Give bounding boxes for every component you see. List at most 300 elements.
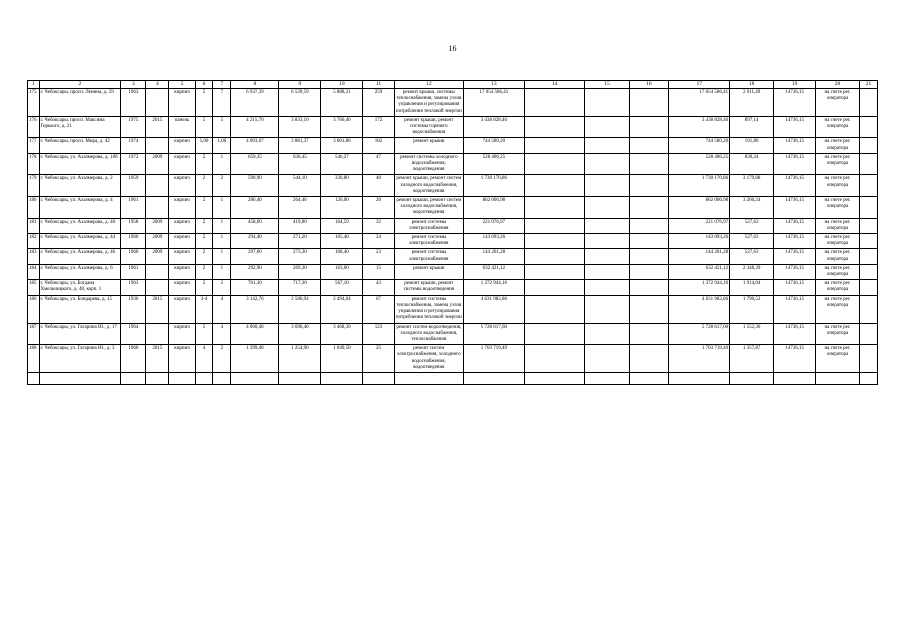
wall-material-cell: кирпич	[169, 89, 195, 117]
total-area-cell: 590,90	[231, 175, 279, 197]
blank-cell	[730, 372, 774, 384]
blank-cell	[169, 372, 195, 384]
owners-funds-cell: 3 438 828,46	[669, 116, 730, 138]
total-area-cell: 6 937,39	[231, 89, 279, 117]
col14-cell	[524, 323, 585, 345]
unit-cost-cell: 830,24	[730, 153, 774, 175]
year-built-cell: 1961	[121, 197, 146, 219]
blank-cell	[669, 372, 730, 384]
address-cell: г. Чебоксары, ул. Ахазмерова, д. 2	[39, 175, 121, 197]
owners-funds-cell: 1 372 944,16	[669, 280, 730, 295]
row-number-cell: 187	[28, 323, 40, 345]
col21-cell	[860, 218, 878, 233]
owners-funds-cell: 5 728 617,60	[669, 323, 730, 345]
entrances-cell: 4	[213, 295, 231, 323]
address-cell: г. Чебоксары, ул. Ахазмерова, д. 10б	[39, 153, 121, 175]
column-number-cell: 8	[231, 81, 279, 89]
col21-cell	[860, 116, 878, 138]
entrances-cell: 2	[213, 345, 231, 373]
col15-cell	[585, 175, 629, 197]
page-number: 16	[448, 44, 457, 53]
column-number-cell: 21	[860, 81, 878, 89]
column-number-cell: 6	[195, 81, 213, 89]
works-cell: ремонт крыши, ремонт систем холодного водоснабжения, водоотведения	[394, 175, 463, 197]
table-row	[28, 153, 878, 175]
wall-material-cell: кирпич	[169, 138, 195, 153]
column-number-cell: 16	[629, 81, 669, 89]
column-number-cell: 18	[730, 81, 774, 89]
entrances-cell: 1	[213, 249, 231, 264]
residents-cell: 24	[363, 234, 394, 249]
column-number-cell: 17	[669, 81, 730, 89]
column-number-cell: 11	[363, 81, 394, 89]
works-cell: ремонт системы теплоснабжения, замена узлов управления и регулирования потребления тепловой энергии	[394, 295, 463, 323]
col14-cell	[524, 116, 585, 138]
owners-funds-cell: 1 730 170,86	[669, 175, 730, 197]
year-built-cell: 1963	[121, 280, 146, 295]
col14-cell	[524, 138, 585, 153]
wall-material-cell: панель	[169, 116, 195, 138]
living-area-cell: 636,45	[279, 153, 321, 175]
col16-cell	[629, 218, 669, 233]
residents-cell: 23	[363, 249, 394, 264]
column-number-cell: 14	[524, 81, 585, 89]
floors-cell: 2	[195, 153, 213, 175]
column-number-cell: 20	[816, 81, 860, 89]
blank-cell	[213, 372, 231, 384]
floors-cell: 4	[195, 345, 213, 373]
total-cost-cell: 632 421,12	[463, 264, 524, 279]
total-cost-cell: 1 372 944,16	[463, 280, 524, 295]
row-number-cell: 179	[28, 175, 40, 197]
col14-cell	[524, 280, 585, 295]
year-reconstruction-cell: 2015	[146, 345, 169, 373]
col16-cell	[629, 153, 669, 175]
row-number-cell: 178	[28, 153, 40, 175]
col16-cell	[629, 295, 669, 323]
total-area-cell: 761,30	[231, 280, 279, 295]
limit-cost-cell: 14736,15	[774, 345, 816, 373]
year-reconstruction-cell: 2015	[146, 295, 169, 323]
works-cell: ремонт крыши, ремонт системы водоотведения	[394, 280, 463, 295]
entrances-cell: 5	[213, 116, 231, 138]
entrances-cell: 1	[213, 264, 231, 279]
works-cell: ремонт крыши	[394, 138, 463, 153]
works-cell: ремонт системы холодного водоснабжения, водоотведения	[394, 153, 463, 175]
limit-cost-cell: 14736,15	[774, 280, 816, 295]
year-reconstruction-cell	[146, 175, 169, 197]
blank-row	[28, 372, 878, 384]
owners-funds-cell: 143 093,26	[669, 234, 730, 249]
year-reconstruction-cell	[146, 138, 169, 153]
col14-cell	[524, 264, 585, 279]
col15-cell	[585, 323, 629, 345]
blank-cell	[394, 372, 463, 384]
residential-area-cell: 2 494,64	[321, 295, 363, 323]
limit-cost-cell: 14736,15	[774, 218, 816, 233]
works-cell: ремонт систем электроснабжения, холодного водоснабжения, водоотведения	[394, 345, 463, 373]
entrances-cell: 4	[213, 323, 231, 345]
wall-material-cell: кирпич	[169, 197, 195, 219]
blank-cell	[146, 372, 169, 384]
unit-cost-cell: 3 179,88	[730, 175, 774, 197]
table-row	[28, 264, 878, 279]
col21-cell	[860, 345, 878, 373]
living-area-cell: 1 254,90	[279, 345, 321, 373]
residential-area-cell: 3 766,40	[321, 116, 363, 138]
entrances-cell: 1	[213, 218, 231, 233]
fund-method-cell: на счете рег. оператора	[816, 249, 860, 264]
year-built-cell: 1975	[121, 116, 146, 138]
living-area-cell: 2 586,94	[279, 295, 321, 323]
residents-cell: 32	[363, 218, 394, 233]
owners-funds-cell: 632 421,12	[669, 264, 730, 279]
total-area-cell: 292,90	[231, 264, 279, 279]
unit-cost-cell: 2 348,39	[730, 264, 774, 279]
total-cost-cell: 1 730 170,86	[463, 175, 524, 197]
address-cell: г. Чебоксары, ул. Гагарина Ю., д. 3	[39, 345, 121, 373]
blank-cell	[816, 372, 860, 384]
column-number-cell: 3	[121, 81, 146, 89]
fund-method-cell: на счете рег. оператора	[816, 323, 860, 345]
total-area-cell: 4 060,40	[231, 323, 279, 345]
col15-cell	[585, 116, 629, 138]
fund-method-cell: на счете рег. оператора	[816, 138, 860, 153]
col21-cell	[860, 234, 878, 249]
year-reconstruction-cell	[146, 264, 169, 279]
column-number-cell: 13	[463, 81, 524, 89]
row-number-cell: 181	[28, 218, 40, 233]
address-cell: г. Чебоксары, просп. Ленина, д. 59	[39, 89, 121, 117]
row-number-cell: 182	[28, 234, 40, 249]
living-area-cell: 717,30	[279, 280, 321, 295]
col14-cell	[524, 345, 585, 373]
works-cell: ремонт системы электроснабжения	[394, 234, 463, 249]
column-number-cell: 1	[28, 81, 40, 89]
residential-area-cell: 567,10	[321, 280, 363, 295]
address-cell: г. Чебоксары, просп. Максима Горького, д. 21	[39, 116, 121, 138]
total-cost-cell: 862 006,98	[463, 197, 524, 219]
table-row	[28, 197, 878, 219]
floors-cell: 2	[195, 249, 213, 264]
floors-cell: 2	[195, 234, 213, 249]
col15-cell	[585, 89, 629, 117]
year-built-cell: 1958	[121, 218, 146, 233]
total-area-cell: 659,35	[231, 153, 279, 175]
address-cell: г. Чебоксары, ул. Бондарева, д. 15	[39, 295, 121, 323]
works-cell: ремонт систем водоотведения, холодного водоснабжения, теплоснабжения	[394, 323, 463, 345]
col14-cell	[524, 89, 585, 117]
col15-cell	[585, 345, 629, 373]
floors-cell: 2	[195, 175, 213, 197]
residential-area-cell: 164,59	[321, 218, 363, 233]
year-built-cell: 1936	[121, 295, 146, 323]
table-row	[28, 175, 878, 197]
year-built-cell: 1964	[121, 323, 146, 345]
total-area-cell: 1 399,40	[231, 345, 279, 373]
col14-cell	[524, 249, 585, 264]
floors-cell: 5	[195, 323, 213, 345]
residents-cell: 40	[363, 175, 394, 197]
col15-cell	[585, 295, 629, 323]
year-reconstruction-cell	[146, 89, 169, 117]
table-row	[28, 116, 878, 138]
address-cell: г. Чебоксары, ул. Ахазмерова, д. 44	[39, 234, 121, 249]
floors-cell: 2	[195, 280, 213, 295]
works-cell: ремонт крыши, ремонт системы горячего водоснабжения	[394, 116, 463, 138]
table-row	[28, 234, 878, 249]
unit-cost-cell: 1 914,04	[730, 280, 774, 295]
blank-cell	[231, 372, 279, 384]
year-reconstruction-cell: 2009	[146, 234, 169, 249]
residential-area-cell: 1 049,50	[321, 345, 363, 373]
year-built-cell: 1960	[121, 234, 146, 249]
year-built-cell: 1972	[121, 153, 146, 175]
residents-cell: 43	[363, 280, 394, 295]
column-number-row	[28, 81, 878, 89]
living-area-cell: 264,46	[279, 197, 321, 219]
blank-cell	[279, 372, 321, 384]
blank-cell	[363, 372, 394, 384]
col16-cell	[629, 280, 669, 295]
works-cell: ремонт крыши, системы теплоснабжения, замена узлов управления и регулирования потребления тепловой энергии	[394, 89, 463, 117]
col15-cell	[585, 280, 629, 295]
address-cell: г. Чебоксары, ул. Ахазмерова, д. 46	[39, 249, 121, 264]
col16-cell	[629, 345, 669, 373]
fund-method-cell: на счете рег. оператора	[816, 280, 860, 295]
row-number-cell: 177	[28, 138, 40, 153]
year-reconstruction-cell	[146, 280, 169, 295]
fund-method-cell: на счете рег. оператора	[816, 218, 860, 233]
limit-cost-cell: 14736,15	[774, 153, 816, 175]
table-row	[28, 138, 878, 153]
works-cell: ремонт крыши, ремонт систем холодного водоснабжения, водоотведения	[394, 197, 463, 219]
total-cost-cell: 144 201,28	[463, 249, 524, 264]
total-cost-cell: 528 406,25	[463, 153, 524, 175]
address-cell: г. Чебоксары, ул. Богдана Хмельницкого, д. 48, корп. 1	[39, 280, 121, 295]
col14-cell	[524, 295, 585, 323]
year-reconstruction-cell	[146, 197, 169, 219]
owners-funds-cell: 744 580,20	[669, 138, 730, 153]
residential-area-cell: 126,00	[321, 197, 363, 219]
year-built-cell: 1963	[121, 89, 146, 117]
table-row	[28, 280, 878, 295]
table-row	[28, 323, 878, 345]
col21-cell	[860, 323, 878, 345]
residential-area-cell: 163,00	[321, 264, 363, 279]
limit-cost-cell: 14736,15	[774, 175, 816, 197]
wall-material-cell: кирпич	[169, 295, 195, 323]
column-number-cell: 10	[321, 81, 363, 89]
living-area-cell: 3 881,37	[279, 138, 321, 153]
address-cell: г. Чебоксары, ул. Гагарина Ю., д. 17	[39, 323, 121, 345]
fund-method-cell: на счете рег. оператора	[816, 153, 860, 175]
total-area-cell: 4 093,67	[231, 138, 279, 153]
unit-cost-cell: 191,80	[730, 138, 774, 153]
address-cell: г. Чебоксары, ул. Ахазмерова, д. 40	[39, 218, 121, 233]
wall-material-cell: кирпич	[169, 249, 195, 264]
fund-method-cell: на счете рег. оператора	[816, 197, 860, 219]
year-built-cell: 1961	[121, 264, 146, 279]
table-row	[28, 89, 878, 117]
limit-cost-cell: 14736,15	[774, 89, 816, 117]
residents-cell: 25	[363, 345, 394, 373]
year-built-cell: 1960	[121, 345, 146, 373]
col16-cell	[629, 138, 669, 153]
col21-cell	[860, 138, 878, 153]
col21-cell	[860, 89, 878, 117]
entrances-cell: 7	[213, 89, 231, 117]
fund-method-cell: на счете рег. оператора	[816, 89, 860, 117]
residential-area-cell: 5 888,31	[321, 89, 363, 117]
limit-cost-cell: 14736,15	[774, 295, 816, 323]
living-area-cell: 273,30	[279, 249, 321, 264]
total-area-cell: 286,40	[231, 197, 279, 219]
col15-cell	[585, 249, 629, 264]
blank-cell	[629, 372, 669, 384]
total-cost-cell: 1 703 719,49	[463, 345, 524, 373]
entrances-cell: 1	[213, 234, 231, 249]
year-reconstruction-cell: 2009	[146, 249, 169, 264]
col16-cell	[629, 249, 669, 264]
floors-cell: 2	[195, 218, 213, 233]
unit-cost-cell: 527,63	[730, 249, 774, 264]
unit-cost-cell: 527,63	[730, 234, 774, 249]
fund-method-cell: на счете рег. оператора	[816, 345, 860, 373]
blank-cell	[524, 372, 585, 384]
blank-cell	[28, 372, 40, 384]
wall-material-cell: кирпич	[169, 280, 195, 295]
total-cost-cell: 744 580,20	[463, 138, 524, 153]
col21-cell	[860, 249, 878, 264]
unit-cost-cell: 527,63	[730, 218, 774, 233]
row-number-cell: 185	[28, 280, 40, 295]
total-area-cell: 297,00	[231, 249, 279, 264]
year-reconstruction-cell: 2009	[146, 153, 169, 175]
col21-cell	[860, 197, 878, 219]
living-area-cell: 3 833,10	[279, 116, 321, 138]
col16-cell	[629, 175, 669, 197]
fund-method-cell: на счете рег. оператора	[816, 264, 860, 279]
limit-cost-cell: 14736,15	[774, 323, 816, 345]
unit-cost-cell: 3 260,24	[730, 197, 774, 219]
living-area-cell: 544,10	[279, 175, 321, 197]
col14-cell	[524, 153, 585, 175]
repair-program-table	[27, 80, 878, 385]
col15-cell	[585, 218, 629, 233]
fund-method-cell: на счете рег. оператора	[816, 234, 860, 249]
year-built-cell: 1974	[121, 138, 146, 153]
wall-material-cell: кирпич	[169, 264, 195, 279]
limit-cost-cell: 14736,15	[774, 116, 816, 138]
table-row	[28, 295, 878, 323]
entrances-cell: 1	[213, 197, 231, 219]
col16-cell	[629, 264, 669, 279]
row-number-cell: 176	[28, 116, 40, 138]
col21-cell	[860, 280, 878, 295]
entrances-cell: 1	[213, 153, 231, 175]
col21-cell	[860, 295, 878, 323]
living-area-cell: 269,30	[279, 264, 321, 279]
blank-cell	[774, 372, 816, 384]
col15-cell	[585, 153, 629, 175]
column-number-cell: 2	[39, 81, 121, 89]
total-cost-cell: 3 438 828,46	[463, 116, 524, 138]
blank-cell	[463, 372, 524, 384]
limit-cost-cell: 14736,15	[774, 138, 816, 153]
limit-cost-cell: 14736,15	[774, 264, 816, 279]
works-cell: ремонт системы электроснабжения	[394, 249, 463, 264]
column-number-cell: 7	[213, 81, 231, 89]
total-area-cell: 458,00	[231, 218, 279, 233]
fund-method-cell: на счете рег. оператора	[816, 175, 860, 197]
residents-cell: 20	[363, 197, 394, 219]
wall-material-cell: кирпич	[169, 345, 195, 373]
col15-cell	[585, 138, 629, 153]
owners-funds-cell: 221 076,97	[669, 218, 730, 233]
year-reconstruction-cell	[146, 323, 169, 345]
wall-material-cell: кирпич	[169, 323, 195, 345]
works-cell: ремонт системы электроснабжения	[394, 218, 463, 233]
total-area-cell: 3 142,76	[231, 295, 279, 323]
floors-cell: 5	[195, 89, 213, 117]
column-number-cell: 4	[146, 81, 169, 89]
limit-cost-cell: 14736,15	[774, 197, 816, 219]
total-cost-cell: 5 728 617,60	[463, 323, 524, 345]
floors-cell: 2	[195, 197, 213, 219]
blank-cell	[321, 372, 363, 384]
column-number-cell: 9	[279, 81, 321, 89]
address-cell: г. Чебоксары, просп. Мира, д. 42	[39, 138, 121, 153]
owners-funds-cell: 144 201,28	[669, 249, 730, 264]
wall-material-cell: кирпич	[169, 218, 195, 233]
year-reconstruction-cell: 2015	[146, 116, 169, 138]
year-built-cell: 1960	[121, 249, 146, 264]
blank-cell	[39, 372, 121, 384]
residents-cell: 15	[363, 264, 394, 279]
col14-cell	[524, 175, 585, 197]
col15-cell	[585, 197, 629, 219]
col21-cell	[860, 153, 878, 175]
row-number-cell: 183	[28, 249, 40, 264]
entrances-cell: 2	[213, 280, 231, 295]
year-reconstruction-cell: 2009	[146, 218, 169, 233]
unit-cost-cell: 1 552,30	[730, 323, 774, 345]
wall-material-cell: кирпич	[169, 234, 195, 249]
year-built-cell: 1959	[121, 175, 146, 197]
unit-cost-cell: 2 611,49	[730, 89, 774, 117]
row-number-cell: 175	[28, 89, 40, 117]
table-row	[28, 249, 878, 264]
table-row	[28, 345, 878, 373]
residential-area-cell: 105,40	[321, 234, 363, 249]
living-area-cell: 6 539,59	[279, 89, 321, 117]
col16-cell	[629, 116, 669, 138]
column-number-cell: 5	[169, 81, 195, 89]
owners-funds-cell: 1 703 719,49	[669, 345, 730, 373]
col14-cell	[524, 234, 585, 249]
fund-method-cell: на счете рег. оператора	[816, 116, 860, 138]
floors-cell: 5,00	[195, 138, 213, 153]
residents-cell: 123	[363, 323, 394, 345]
residents-cell: 259	[363, 89, 394, 117]
total-cost-cell: 4 631 982,86	[463, 295, 524, 323]
address-cell: г. Чебоксары, ул. Ахазмерова, д. 4	[39, 197, 121, 219]
unit-cost-cell: 897,14	[730, 116, 774, 138]
owners-funds-cell: 4 631 982,86	[669, 295, 730, 323]
living-area-cell: 271,20	[279, 234, 321, 249]
residents-cell: 47	[363, 153, 394, 175]
